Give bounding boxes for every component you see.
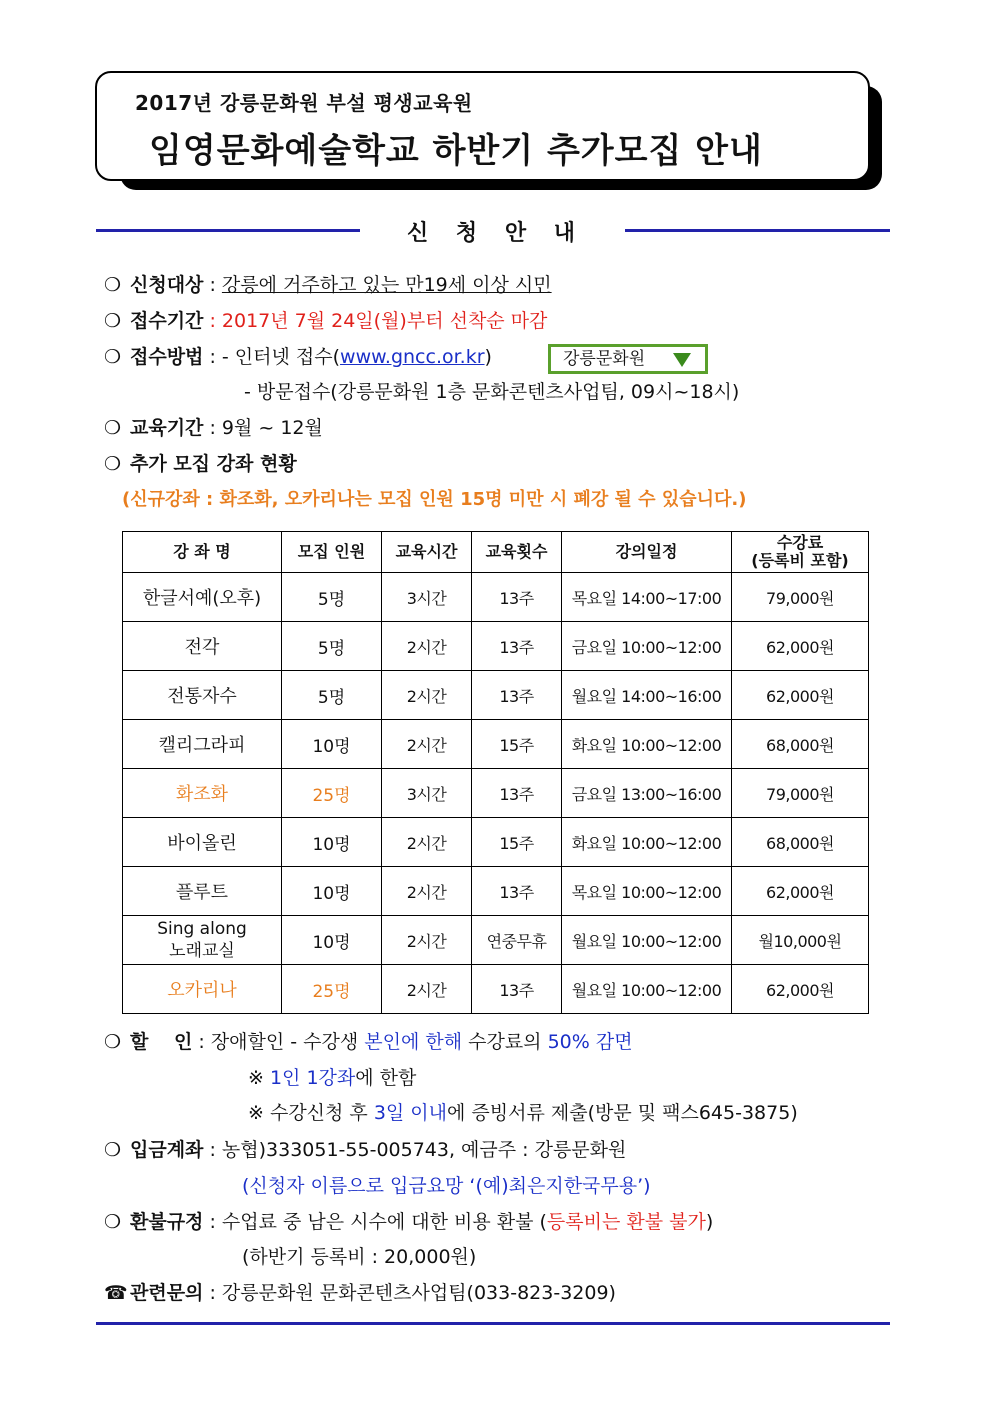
refund-row xyxy=(104,1210,713,1234)
table-row xyxy=(123,671,869,720)
refund-value: 수업료 중 남은 시수에 대한 비용 환불 ( xyxy=(221,1211,547,1233)
discount-row xyxy=(104,1030,633,1054)
course-hours: 2시간 xyxy=(382,818,472,867)
course-schedule: 금요일 10:00~12:00 xyxy=(562,622,732,671)
course-name: 한글서예(오후) xyxy=(123,573,282,622)
header-fee-note: (등록비 포함) xyxy=(751,551,849,570)
refund-warning: 등록비는 환불 불가 xyxy=(546,1211,706,1233)
course-fee: 68,000원 xyxy=(732,818,869,867)
website-link[interactable]: www.gncc.or.kr xyxy=(340,346,485,368)
account-colon: : xyxy=(203,1139,222,1161)
bullet-icon: ❍ xyxy=(104,1031,122,1053)
method-label: 접수방법 xyxy=(130,346,204,368)
course-capacity: 10명 xyxy=(282,916,382,965)
bullet-icon: ❍ xyxy=(104,274,122,296)
course-sessions: 13주 xyxy=(472,769,562,818)
account-note: (신청자 이름으로 입금요망 ‘(예)최은지한국무용’) xyxy=(242,1175,651,1197)
course-table xyxy=(122,531,869,1014)
course-name: 화조화 xyxy=(123,769,282,818)
discount-text-b: 본인에 한해 xyxy=(364,1031,463,1053)
gncc-site-button[interactable] xyxy=(548,344,708,374)
course-sessions: 13주 xyxy=(472,671,562,720)
course-fee: 79,000원 xyxy=(732,573,869,622)
contact-value: 강릉문화원 문화콘텐츠사업팀(033-823-3209) xyxy=(221,1282,616,1304)
footer-divider xyxy=(96,1322,890,1325)
table-row xyxy=(123,573,869,622)
discount-limit: 1인 1강좌 xyxy=(269,1067,356,1089)
method-line1-prefix: - 인터넷 접수( xyxy=(221,346,341,368)
discount-label: 할 인 xyxy=(130,1031,193,1053)
contact-label: 관련문의 xyxy=(130,1282,204,1304)
discount-text-c: 수강료의 xyxy=(462,1031,548,1053)
period-row xyxy=(104,309,547,333)
section-title: 신 청 안 내 xyxy=(407,221,585,246)
bullet-icon: ❍ xyxy=(104,1139,122,1161)
table-row xyxy=(123,867,869,916)
course-name-line1: Sing along xyxy=(157,919,247,939)
recruit-label: 추가 모집 강좌 현황 xyxy=(130,453,297,475)
course-name: 전각 xyxy=(123,622,282,671)
header-hours: 교육시간 xyxy=(382,532,472,573)
note-mark: ※ xyxy=(248,1067,270,1089)
course-sessions: 13주 xyxy=(472,965,562,1014)
discount-line2 xyxy=(248,1066,416,1090)
target-row xyxy=(104,273,552,297)
discount-line3 xyxy=(248,1101,798,1125)
bullet-icon: ❍ xyxy=(104,453,122,475)
header-subtitle: 2017년 강릉문화원 부설 평생교육원 xyxy=(135,91,473,115)
table-header-row xyxy=(123,532,869,573)
course-schedule: 목요일 14:00~17:00 xyxy=(562,573,732,622)
header-course-name: 강 좌 명 xyxy=(123,532,282,573)
header-capacity: 모집 인원 xyxy=(282,532,382,573)
course-hours: 2시간 xyxy=(382,867,472,916)
refund-label: 환불규정 xyxy=(130,1211,204,1233)
table-row xyxy=(123,916,869,965)
course-sessions: 13주 xyxy=(472,867,562,916)
course-fee: 월10,000원 xyxy=(732,916,869,965)
course-schedule: 월요일 14:00~16:00 xyxy=(562,671,732,720)
recruit-row xyxy=(104,452,297,476)
course-sessions: 연중무휴 xyxy=(472,916,562,965)
course-sessions: 15주 xyxy=(472,720,562,769)
bullet-icon: ❍ xyxy=(104,1211,122,1233)
page-title: 임영문화예술학교 하반기 추가모집 안내 xyxy=(149,131,763,171)
refund-note: (하반기 등록비 : 20,000원) xyxy=(242,1246,477,1268)
course-fee: 68,000원 xyxy=(732,720,869,769)
course-capacity: 5명 xyxy=(282,671,382,720)
course-capacity: 25명 xyxy=(282,965,382,1014)
course-capacity: 10명 xyxy=(282,818,382,867)
target-value: 강릉에 거주하고 있는 만19세 이상 시민 xyxy=(221,274,552,296)
header-schedule: 강의일정 xyxy=(562,532,732,573)
refund-end: ) xyxy=(705,1211,714,1233)
recruit-note: (신규강좌 : 화조화, 오카리나는 모집 인원 15명 미만 시 폐강 될 수 있습니다.) xyxy=(122,489,747,510)
course-schedule: 월요일 10:00~12:00 xyxy=(562,916,732,965)
table-row-new-course xyxy=(123,769,869,818)
course-hours: 2시간 xyxy=(382,720,472,769)
course-fee: 62,000원 xyxy=(732,867,869,916)
target-label: 신청대상 xyxy=(130,274,204,296)
discount-deadline: 3일 이내 xyxy=(373,1102,448,1124)
phone-icon: ☎ xyxy=(104,1282,128,1304)
method-colon: : xyxy=(203,346,222,368)
course-capacity: 25명 xyxy=(282,769,382,818)
edu-period-value: 9월 ~ 12월 xyxy=(221,417,323,439)
course-schedule: 화요일 10:00~12:00 xyxy=(562,720,732,769)
course-sessions: 13주 xyxy=(472,622,562,671)
course-capacity: 10명 xyxy=(282,720,382,769)
table-row xyxy=(123,818,869,867)
site-button-label: 강릉문화원 xyxy=(563,349,646,369)
course-schedule: 목요일 10:00~12:00 xyxy=(562,867,732,916)
refund-colon: : xyxy=(203,1211,222,1233)
course-capacity: 10명 xyxy=(282,867,382,916)
discount-text-a: 장애할인 - 수강생 xyxy=(210,1031,365,1053)
discount-rate: 50% 감면 xyxy=(547,1031,633,1053)
course-fee: 62,000원 xyxy=(732,671,869,720)
header-sessions: 교육횟수 xyxy=(472,532,562,573)
edu-period-label: 교육기간 xyxy=(130,417,204,439)
course-fee: 79,000원 xyxy=(732,769,869,818)
discount-fax: (방문 및 팩스645-3875) xyxy=(587,1102,798,1124)
method-row xyxy=(104,345,492,369)
course-hours: 2시간 xyxy=(382,965,472,1014)
course-name xyxy=(123,916,282,965)
course-hours: 3시간 xyxy=(382,573,472,622)
header-fee-label: 수강료 xyxy=(776,533,824,552)
discount-colon: : xyxy=(192,1031,211,1053)
account-label: 입금계좌 xyxy=(130,1139,204,1161)
discount-limit-suffix: 에 한함 xyxy=(355,1067,417,1089)
course-name: 바이올린 xyxy=(123,818,282,867)
course-schedule: 금요일 13:00~16:00 xyxy=(562,769,732,818)
header-fee xyxy=(732,532,869,573)
course-name-line2: 노래교실 xyxy=(169,941,235,961)
table-row xyxy=(123,622,869,671)
table-row-new-course xyxy=(123,965,869,1014)
course-schedule: 월요일 10:00~12:00 xyxy=(562,965,732,1014)
course-name: 전통자수 xyxy=(123,671,282,720)
edu-period-colon: : xyxy=(203,417,222,439)
account-row xyxy=(104,1138,626,1162)
period-colon: : xyxy=(203,310,222,332)
method-line1-suffix: ) xyxy=(484,346,492,368)
method-line2: - 방문접수(강릉문화원 1층 문화콘텐츠사업팀, 09시~18시) xyxy=(244,381,740,403)
account-value: 농협)333051-55-005743, 예금주 : 강릉문화원 xyxy=(221,1139,627,1161)
bullet-icon: ❍ xyxy=(104,310,122,332)
course-hours: 2시간 xyxy=(382,916,472,965)
contact-colon: : xyxy=(203,1282,222,1304)
course-capacity: 5명 xyxy=(282,573,382,622)
period-value: 2017년 7월 24일(월)부터 선착순 마감 xyxy=(221,310,548,332)
discount-docs: 에 증빙서류 제출 xyxy=(447,1102,588,1124)
table-row xyxy=(123,720,869,769)
course-schedule: 화요일 10:00~12:00 xyxy=(562,818,732,867)
edu-period-row xyxy=(104,416,323,440)
bullet-icon: ❍ xyxy=(104,417,122,439)
period-label: 접수기간 xyxy=(130,310,204,332)
course-name: 오카리나 xyxy=(123,965,282,1014)
course-hours: 2시간 xyxy=(382,671,472,720)
discount-line3-prefix: ※ 수강신청 후 xyxy=(248,1102,374,1124)
course-hours: 2시간 xyxy=(382,622,472,671)
course-fee: 62,000원 xyxy=(732,965,869,1014)
course-sessions: 13주 xyxy=(472,573,562,622)
header-box xyxy=(95,71,870,181)
course-capacity: 5명 xyxy=(282,622,382,671)
triangle-down-icon xyxy=(673,353,691,367)
target-colon: : xyxy=(203,274,222,296)
course-hours: 3시간 xyxy=(382,769,472,818)
course-name: 캘리그라피 xyxy=(123,720,282,769)
contact-row xyxy=(104,1281,616,1305)
course-fee: 62,000원 xyxy=(732,622,869,671)
course-sessions: 15주 xyxy=(472,818,562,867)
course-name: 플루트 xyxy=(123,867,282,916)
bullet-icon: ❍ xyxy=(104,346,122,368)
